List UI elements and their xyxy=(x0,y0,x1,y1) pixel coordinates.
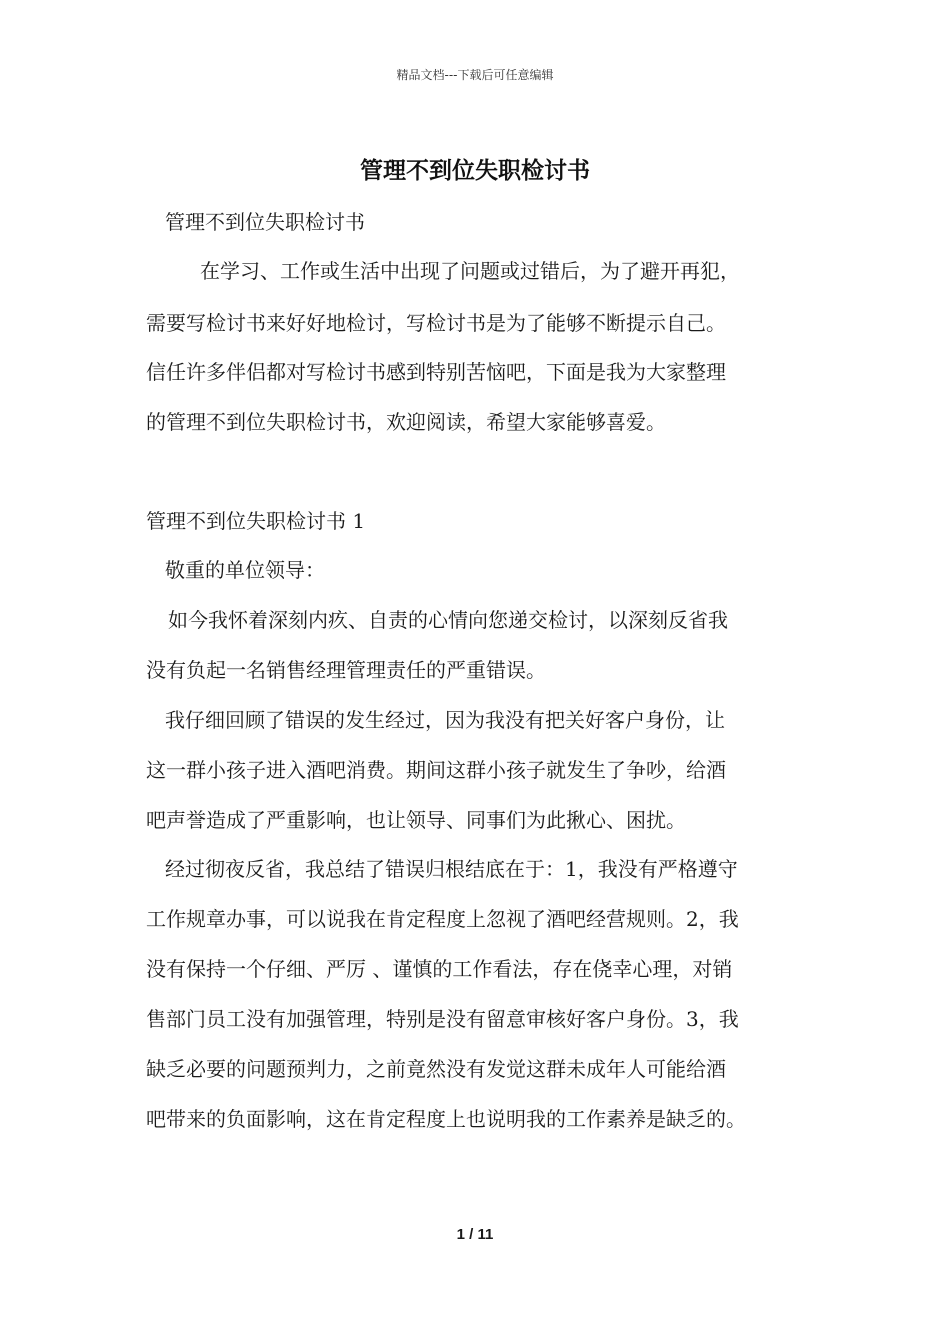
paragraph-line: 经过彻夜反省，我总结了错误归根结底在于：1，我没有严格遵守 xyxy=(165,857,738,881)
header-note: 精品文档---下载后可任意编辑 xyxy=(396,68,554,82)
paragraph-line: 在学习、工作或生活中出现了问题或过错后，为了避开再犯， xyxy=(200,259,740,283)
paragraph-line: 这一群小孩子进入酒吧消费。期间这群小孩子就发生了争吵，给酒 xyxy=(146,758,726,782)
salutation: 敬重的单位领导： xyxy=(165,558,325,582)
paragraph-line: 吧声誉造成了严重影响，也让领导、同事们为此揪心、困扰。 xyxy=(146,808,686,832)
paragraph-line: 缺乏必要的问题预判力，之前竟然没有发觉这群未成年人可能给酒 xyxy=(146,1057,726,1081)
paragraph-line: 信任许多伴侣都对写检讨书感到特别苦恼吧，下面是我为大家整理 xyxy=(146,360,726,384)
page-indicator: 1 / 11 xyxy=(456,1226,494,1243)
paragraph-line: 没有保持一个仔细、严厉 、谨慎的工作看法，存在侥幸心理，对销 xyxy=(146,957,733,981)
section-heading: 管理不到位失职检讨书 1 xyxy=(146,509,366,533)
subtitle-line: 管理不到位失职检讨书 xyxy=(165,210,365,234)
paragraph-line: 吧带来的负面影响，这在肯定程度上也说明我的工作素养是缺乏的。 xyxy=(146,1107,746,1131)
paragraph-line: 售部门员工没有加强管理，特别是没有留意审核好客户身份。3，我 xyxy=(146,1007,739,1031)
paragraph-line: 我仔细回顾了错误的发生经过，因为我没有把关好客户身份，让 xyxy=(165,708,725,732)
document-title: 管理不到位失职检讨书 xyxy=(360,157,590,184)
paragraph-line: 如今我怀着深刻内疚、自责的心情向您递交检讨，以深刻反省我 xyxy=(168,608,728,632)
paragraph-line: 的管理不到位失职检讨书，欢迎阅读，希望大家能够喜爱。 xyxy=(146,410,666,434)
paragraph-line: 没有负起一名销售经理管理责任的严重错误。 xyxy=(146,658,546,682)
paragraph-line: 工作规章办事，可以说我在肯定程度上忽视了酒吧经营规则。2，我 xyxy=(146,907,739,931)
paragraph-line: 需要写检讨书来好好地检讨，写检讨书是为了能够不断提示自己。 xyxy=(146,311,726,335)
